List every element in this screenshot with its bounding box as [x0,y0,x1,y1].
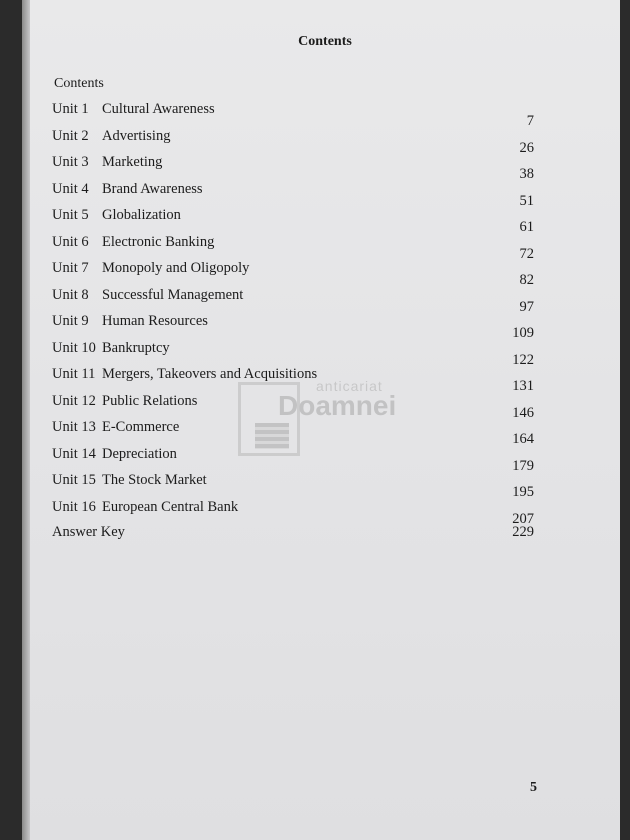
toc-unit-title: Mergers, Takeovers and Acquisitions [102,366,318,382]
toc-unit-number: Unit 15 [52,472,96,488]
toc-page-number: 122 [512,351,534,368]
toc-page-number: 51 [519,192,534,209]
contents-label: Contents [54,76,104,91]
answer-key-page: 229 [512,524,534,540]
toc-unit-number: Unit 11 [52,366,96,382]
toc-unit-title: Electronic Banking [102,233,215,250]
toc-unit-number: Unit 2 [52,127,89,144]
toc-unit-number: Unit 1 [52,101,89,117]
toc-unit-title: Cultural Awareness [102,101,215,117]
toc-unit-title: Marketing [102,154,163,170]
answer-key-label: Answer Key [52,524,125,540]
books-icon [255,423,289,449]
toc-page-number: 82 [519,272,534,288]
toc-page-number: 195 [512,484,534,500]
toc-entry [52,260,534,288]
toc-unit-title: Advertising [102,127,171,144]
toc-entry [52,207,534,235]
toc-unit-number: Unit 8 [52,286,89,303]
toc-unit-number: Unit 9 [52,313,89,329]
toc-unit-number: Unit 10 [52,339,96,356]
toc-page-number: 179 [512,457,534,474]
toc-unit-number: Unit 16 [52,498,96,515]
toc-page-number: 26 [519,139,534,156]
toc-unit-number: Unit 7 [52,260,89,276]
toc-unit-number: Unit 12 [52,392,96,409]
watermark-small-text: anticariat [316,378,383,394]
toc-unit-title: Brand Awareness [102,180,203,197]
toc-unit-title: Human Resources [102,313,208,329]
toc-entry [52,313,534,341]
toc-page-number: 131 [512,378,534,394]
watermark-big-text: Doamnei [278,390,397,421]
toc-page-number: 7 [526,113,534,129]
watermark [238,378,418,458]
toc-unit-number: Unit 5 [52,207,89,223]
toc-unit-title: The Stock Market [102,472,207,488]
toc-unit-number: Unit 3 [52,154,89,170]
toc-unit-number: Unit 14 [52,445,96,462]
toc-page-number: 164 [512,431,534,447]
toc-page-number: 146 [512,404,534,421]
toc-page-number: 38 [519,166,534,182]
toc-entry [52,180,534,209]
toc-page-number: 61 [519,219,534,235]
toc-unit-title: Depreciation [102,445,177,462]
toc-unit-number: Unit 6 [52,233,89,250]
toc-entry [52,472,534,500]
toc-entry [52,498,534,527]
page-number: 5 [530,780,537,795]
toc-page-number: 72 [519,245,534,262]
page-heading: Contents [298,34,352,49]
toc-unit-title: Successful Management [102,286,244,303]
toc-page-number: 207 [512,510,534,527]
toc-unit-title: Globalization [102,207,181,223]
toc-unit-number: Unit 4 [52,180,89,197]
toc-unit-title: Monopoly and Oligopoly [102,260,250,276]
toc-page-number: 109 [512,325,534,341]
toc-unit-title: European Central Bank [102,498,239,515]
toc-entry [52,286,534,315]
toc-entry [52,127,534,156]
toc-unit-title: E-Commerce [102,419,180,435]
toc-page-number: 97 [519,298,534,315]
toc-unit-title: Public Relations [102,392,198,409]
toc-unit-title: Bankruptcy [102,339,170,356]
toc-unit-number: Unit 13 [52,419,96,435]
toc-entry [52,101,534,129]
toc-entry [52,154,534,182]
book-page [30,0,620,840]
toc-entry [52,233,534,262]
toc-entry [52,339,534,368]
